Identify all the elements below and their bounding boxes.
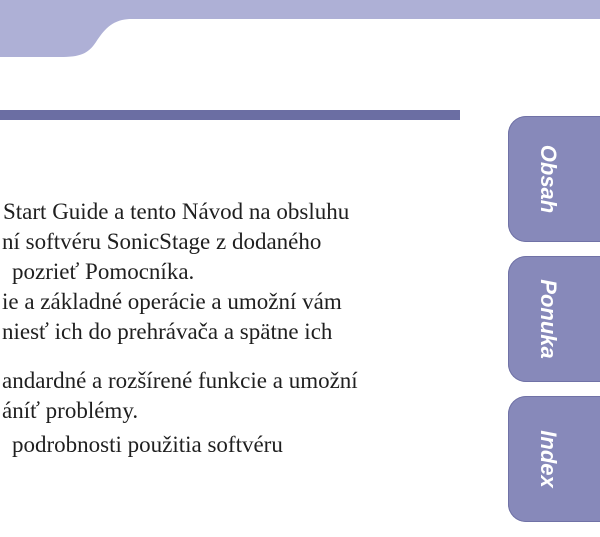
tab-ponuka[interactable] [508, 256, 600, 382]
body-line: ie a základné operácie a umožní vám [2, 289, 342, 314]
body-text [0, 197, 470, 460]
tab-index[interactable] [508, 396, 600, 522]
body-line: andardné a rozšírené funkcie a umožní [2, 368, 358, 393]
section-rule [0, 110, 460, 120]
body-line: pozrieť Pomocníka. [12, 259, 195, 284]
tab-index-label: Index [536, 430, 561, 488]
body-line: áníť problémy. [2, 398, 139, 423]
body-line: podrobnosti použitia softvéru [12, 432, 283, 457]
tab-obsah-label: Obsah [536, 144, 561, 214]
body-line: ní softvéru SonicStage z dodaného [2, 229, 322, 254]
header-band [0, 0, 600, 60]
tab-ponuka-label: Ponuka [536, 279, 561, 359]
body-line: niesť ich do prehrávača a spätne ich [2, 319, 333, 344]
body-line: Start Guide a tento Návod na obsluhu [3, 199, 350, 224]
tab-obsah[interactable] [508, 116, 600, 242]
